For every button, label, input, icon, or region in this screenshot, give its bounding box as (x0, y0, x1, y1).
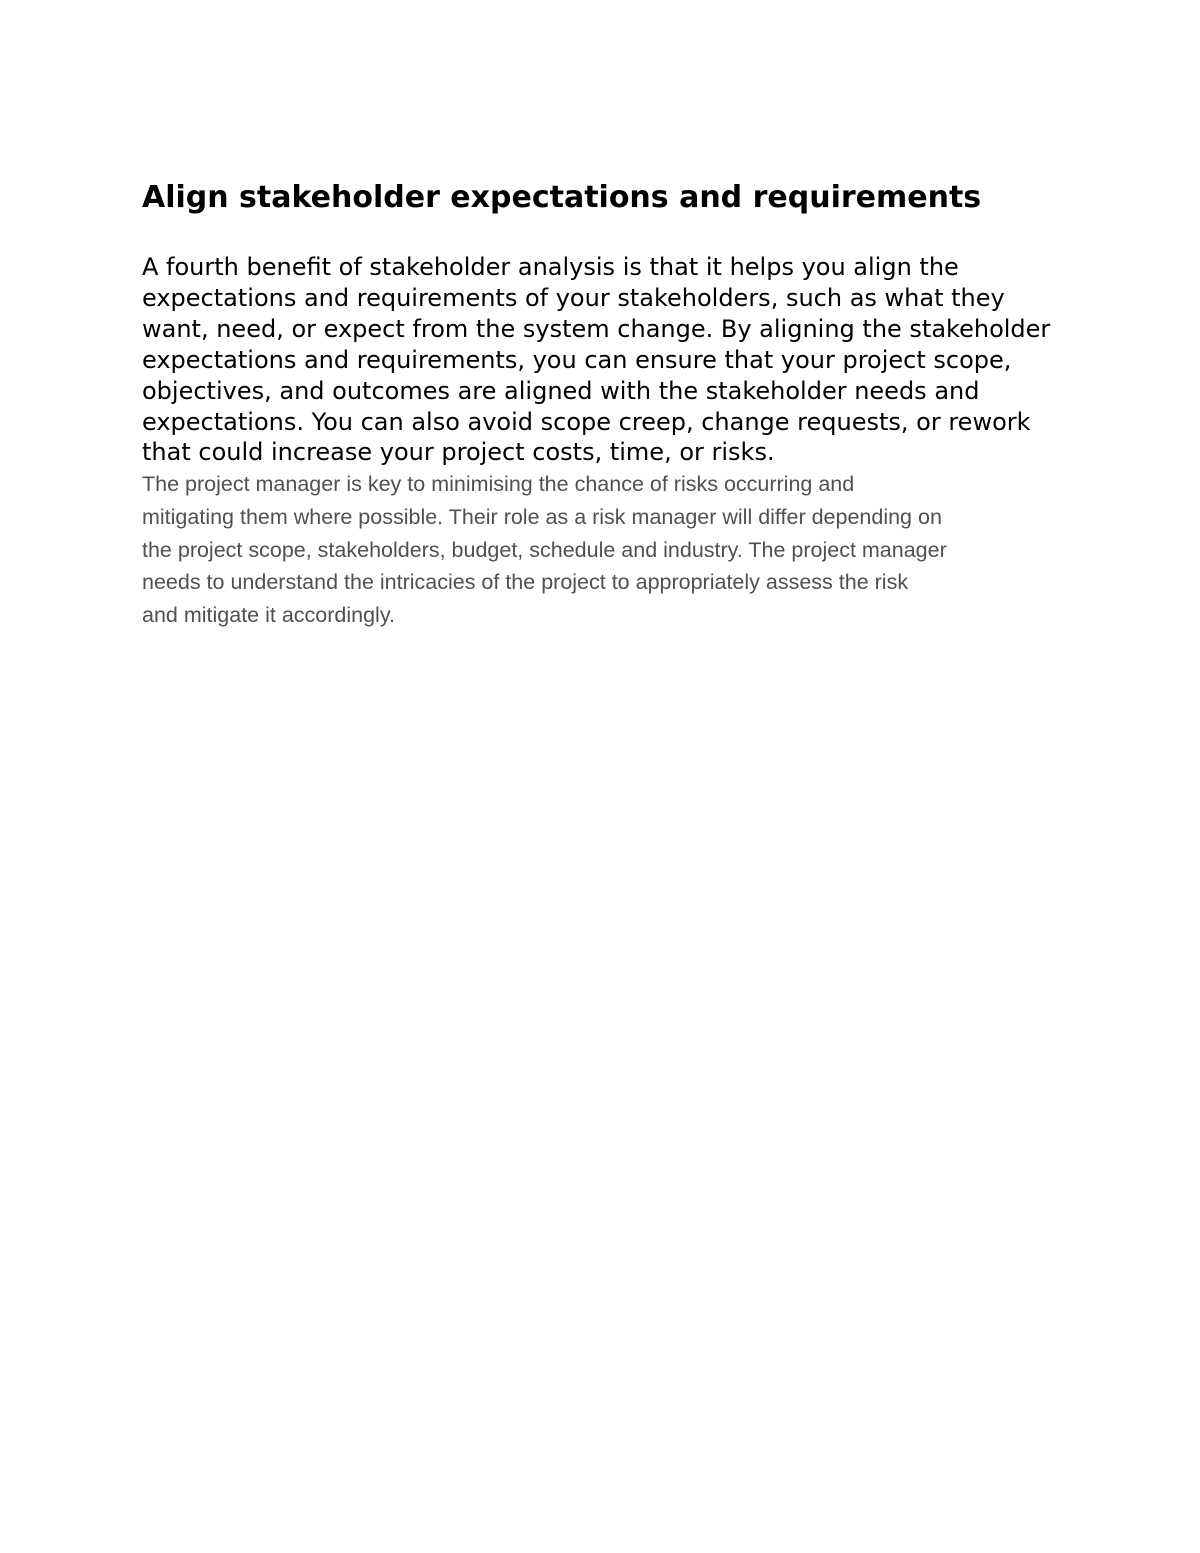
secondary-paragraph (142, 468, 1072, 631)
document-title: Align stakeholder expectations and requirements (142, 180, 982, 215)
secondary-paragraph-line: the project scope, stakeholders, budget, schedule and industry. The project manager (142, 537, 947, 562)
secondary-paragraph-line: and mitigate it accordingly. (142, 602, 395, 627)
secondary-paragraph-line: mitigating them where possible. Their role as a risk manager will differ depending on (142, 504, 942, 529)
document-content (142, 178, 1072, 631)
main-paragraph: A fourth benefit of stakeholder analysis is that it helps you align the expectations and requirements of your stakeholders, such as what they want, need, or expect from the system change. By aligning the stakeholder expectations and requirements, you can ensure that your project scope, objectives, and outcomes are aligned with the stakeholder needs and expectations. You can also avoid scope creep, change requests, or rework that could increase your project costs, time, or risks. (142, 253, 1051, 467)
secondary-paragraph-line: needs to understand the intricacies of the project to appropriately assess the risk (142, 570, 909, 595)
secondary-paragraph-line: The project manager is key to minimising the chance of risks occurring and (142, 472, 855, 497)
